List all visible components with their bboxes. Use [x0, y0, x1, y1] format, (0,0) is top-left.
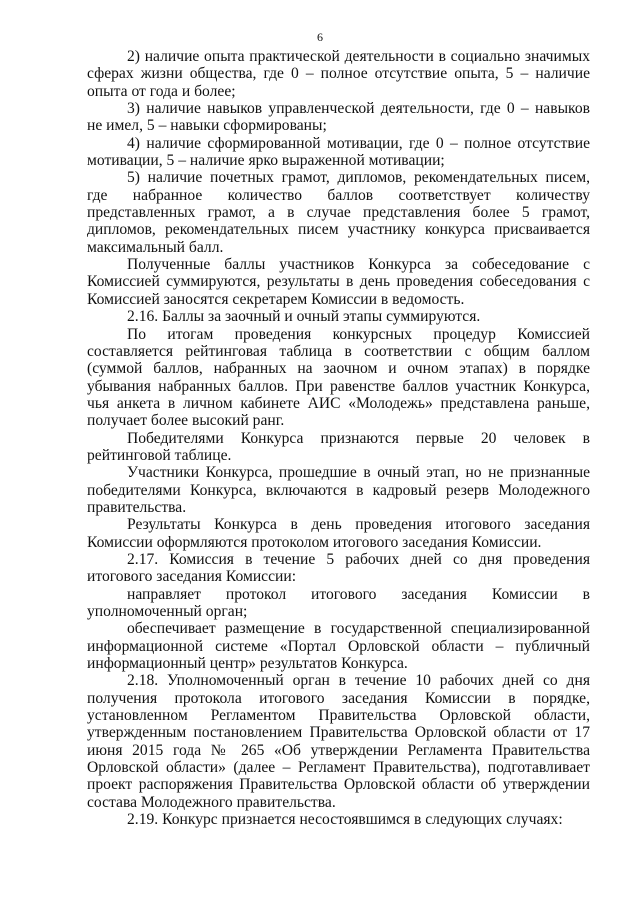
paragraph-criterion-3: 3) наличие навыков управленческой деятельности, где 0 – навыков не имел, 5 – навыки сформированы;	[87, 100, 590, 135]
paragraph-criterion-2: 2) наличие опыта практической деятельности в социально значимых сферах жизни общества, где 0 – полное отсутствие опыта, 5 – наличие опыта от года и более;	[87, 48, 590, 100]
paragraph-sends-protocol: направляет протокол итогового заседания Комиссии в уполномоченный орган;	[87, 585, 590, 620]
paragraph-interview-scores: Полученные баллы участников Конкурса за собеседование с Комиссией суммируются, результаты в день проведения собеседования с Комиссией заносятся секретарем Комиссии в ведомость.	[87, 256, 590, 308]
paragraph-rating-table: По итогам проведения конкурсных процедур Комиссией составляется рейтинговая таблица в соответствии с общим баллом (суммой баллов, набранных на заочном и очном этапах) в порядке убывания набранных баллов. При равенстве баллов участник Конкурса, чья анкета в личном кабинете АИС «Молодежь» представлена раньше, получает более высокий ранг.	[87, 325, 590, 430]
paragraph-publishes-results: обеспечивает размещение в государственной специализированной информационной системе «Портал Орловской области – публичный информационный центр» результатов Конкурса.	[87, 620, 590, 673]
paragraph-winners: Победителями Конкурса признаются первые 20 человек в рейтинговой таблице.	[87, 429, 590, 464]
paragraph-2-18: 2.18. Уполномоченный орган в течение 10 рабочих дней со дня получения протокола итогового заседания Комиссии в порядке, установленном Регламентом Правительства Орловской области, утвержденным постановлением Правительства Орловской области от 17 июня 2015 года № 265 «Об утверждении Регламента Правительства Орловской области» (далее – Регламент Правительства), подготавливает проект распоряжения Правительства Орловской области об утверждении состава Молодежного правительства.	[87, 672, 590, 811]
document-body	[87, 48, 590, 828]
paragraph-2-19: 2.19. Конкурс признается несостоявшимся в следующих случаях:	[127, 811, 563, 829]
paragraph-2-16: 2.16. Баллы за заочный и очный этапы суммируются.	[127, 308, 481, 326]
paragraph-protocol: Результаты Конкурса в день проведения итогового заседания Комиссии оформляются протоколом итогового заседания Комиссии.	[87, 516, 590, 551]
paragraph-criterion-4: 4) наличие сформированной мотивации, где 0 – полное отсутствие мотивации, 5 – наличие ярко выраженной мотивации;	[87, 134, 590, 170]
page-number: 6	[317, 30, 323, 44]
paragraph-criterion-5: 5) наличие почетных грамот, дипломов, рекомендательных писем, где набранное количество баллов соответствует количеству представленных грамот, а в случае представления более 5 грамот, дипломов, рекомендательных писем участнику конкурса присваивается максимальный балл.	[87, 169, 590, 256]
paragraph-reserve: Участники Конкурса, прошедшие в очный этап, но не признанные победителями Конкурса, включаются в кадровый резерв Молодежного правительства.	[87, 464, 590, 516]
paragraph-2-17: 2.17. Комиссия в течение 5 рабочих дней со дня проведения итогового заседания Комиссии:	[87, 550, 590, 586]
